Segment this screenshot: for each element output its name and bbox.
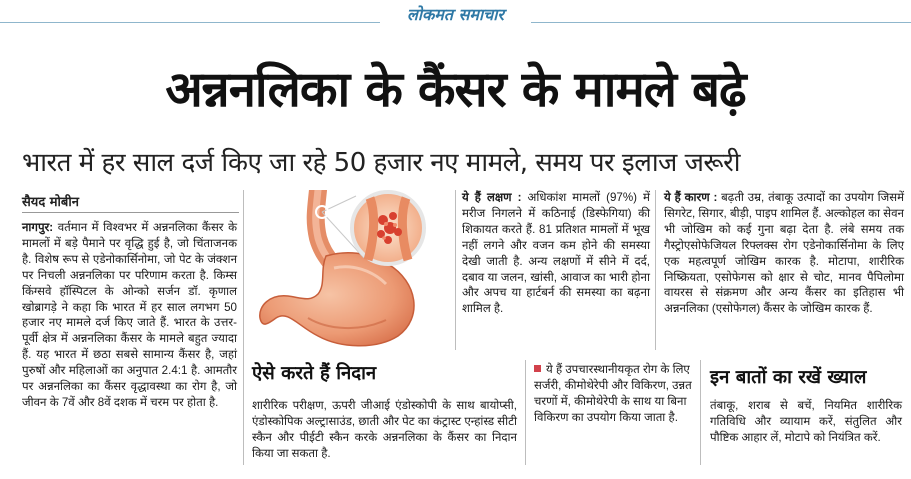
esophagus-stomach-icon [248,190,449,348]
symptoms-label: ये हैं लक्षण : [462,191,522,204]
symptoms-text: अधिकांश मामलों (97%) में मरीज निगलने में कठिनाई (डिस्फेगिया) की शिकायत करते हैं. 81 प्रतिशत मामलों में भूख नहीं लगने और वजन कम होने की समस्या देखी जाती है. अन्य लक्षणों में सीने में दर्द, दबाव या जलन, खांसी, आवाज का भारी होना और अपच या हार्टबर्न की समस्या का बढ़ना शामिल है. [462,191,650,316]
causes-label: ये हैं कारण : [664,191,718,204]
treatment-paragraph [534,362,694,426]
diagnosis-title: ऐसे करते हैं निदान [252,363,377,384]
causes-paragraph [664,190,904,317]
column-divider [455,190,456,350]
newspaper-brand: लोकमत समाचार [407,5,504,24]
column-divider [525,360,526,465]
byline-rule [22,212,239,213]
byline: सैयद मोबीन [22,195,79,210]
bullet-icon [534,365,541,372]
intro-paragraph [22,220,237,411]
column-divider [655,190,656,350]
headline: अन्ननलिका के कैंसर के मामले बढ़े [165,61,746,118]
causes-text: बढ़ती उम्र, तंबाकू उत्पादों का उपयोग जिसमें सिगरेट, सिगार, बीड़ी, पाइप शामिल हैं. अल्कोहल का सेवन भी जोखिम को कई गुना बढ़ा देता है. लंबे समय तक गैस्ट्रोएसोफेजियल रिफ्लक्स रोग एडेनोकार्सिनोमा के लिए एक महत्वपूर्ण जोखिम कारक है. मोटापा, शारीरिक निष्क्रियता, एसोफेगस को क्षार से चोट, मानव पैपिलोमा वायरस से संक्रमण और अन्य कैंसर का इतिहास भी अन्ननलिका (एसोफेगल) कैंसर के जोखिम कारक हैं. [664,191,904,316]
column-divider [243,190,244,465]
care-text: तंबाकू, शराब से बचें, नियमित शारीरिक गतिविधि और व्यायाम करें, संतुलित और पौष्टिक आहार लें, मोटापे को नियंत्रित करें. [710,399,902,444]
symptoms-paragraph [462,190,650,317]
treatment-text: ये हैं उपचारस्थानीयकृत रोग के लिए सर्जरी, कीमोथेरेपी और विकिरण, उन्नत चरणों में, कीमोथेरेपी के साथ या बिना विकिरण का उपयोग किया जाता है. [534,363,692,424]
masthead [0,0,911,34]
dateline: नागपुर: [22,221,54,234]
stomach-illustration [248,190,449,348]
intro-text: वर्तमान में विश्वभर में अन्ननलिका कैंसर के मामलों में बड़े पैमाने पर वृद्धि हुई है, जो चिंताजनक है. विशेष रूप से एडेनोकार्सिनोमा, जो पेट के जंक्शन पर निचली अन्ननलिका पर परिणाम करता है. किम्स किंग्सवे हॉस्पिटल के ओन्को सर्जन डॉ. कृणाल खोब्रागड़े ने कहा कि भारत में हर साल लगभग 50 हजार नए मामले दर्ज किए जाते हैं. भारत के उत्तर-पूर्वी क्षेत्र में अन्ननलिका कैंसर के मामले बहुत ज्यादा हैं. यह भारत में छठा सबसे सामान्य कैंसर है, जहां पुरुषों और महिलाओं का अनुपात 2.4:1 है. आमतौर पर अन्ननलिका का कैंसर वृद्धावस्था का रोग है, जो जीवन के 7वें और 8वें दशक में चरम पर होता है. [22,221,237,409]
care-title: इन बातों का रखें ख्याल [710,367,867,388]
subheadline: भारत में हर साल दर्ज किए जा रहे 50 हजार नए मामले, समय पर इलाज जरूरी [22,148,740,178]
diagnosis-text: शारीरिक परीक्षण, ऊपरी जीआई एंडोस्कोपी के साथ बायोप्सी, एंडोस्कोपिक अल्ट्रासाउंड, छाती और पेट का कंट्रास्ट एन्हांस्ड सीटी स्कैन और पीईटी स्कैन करके अन्ननलिका के कैंसर का निदान किया जा सकता है. [252,399,517,460]
column-divider [700,360,701,465]
